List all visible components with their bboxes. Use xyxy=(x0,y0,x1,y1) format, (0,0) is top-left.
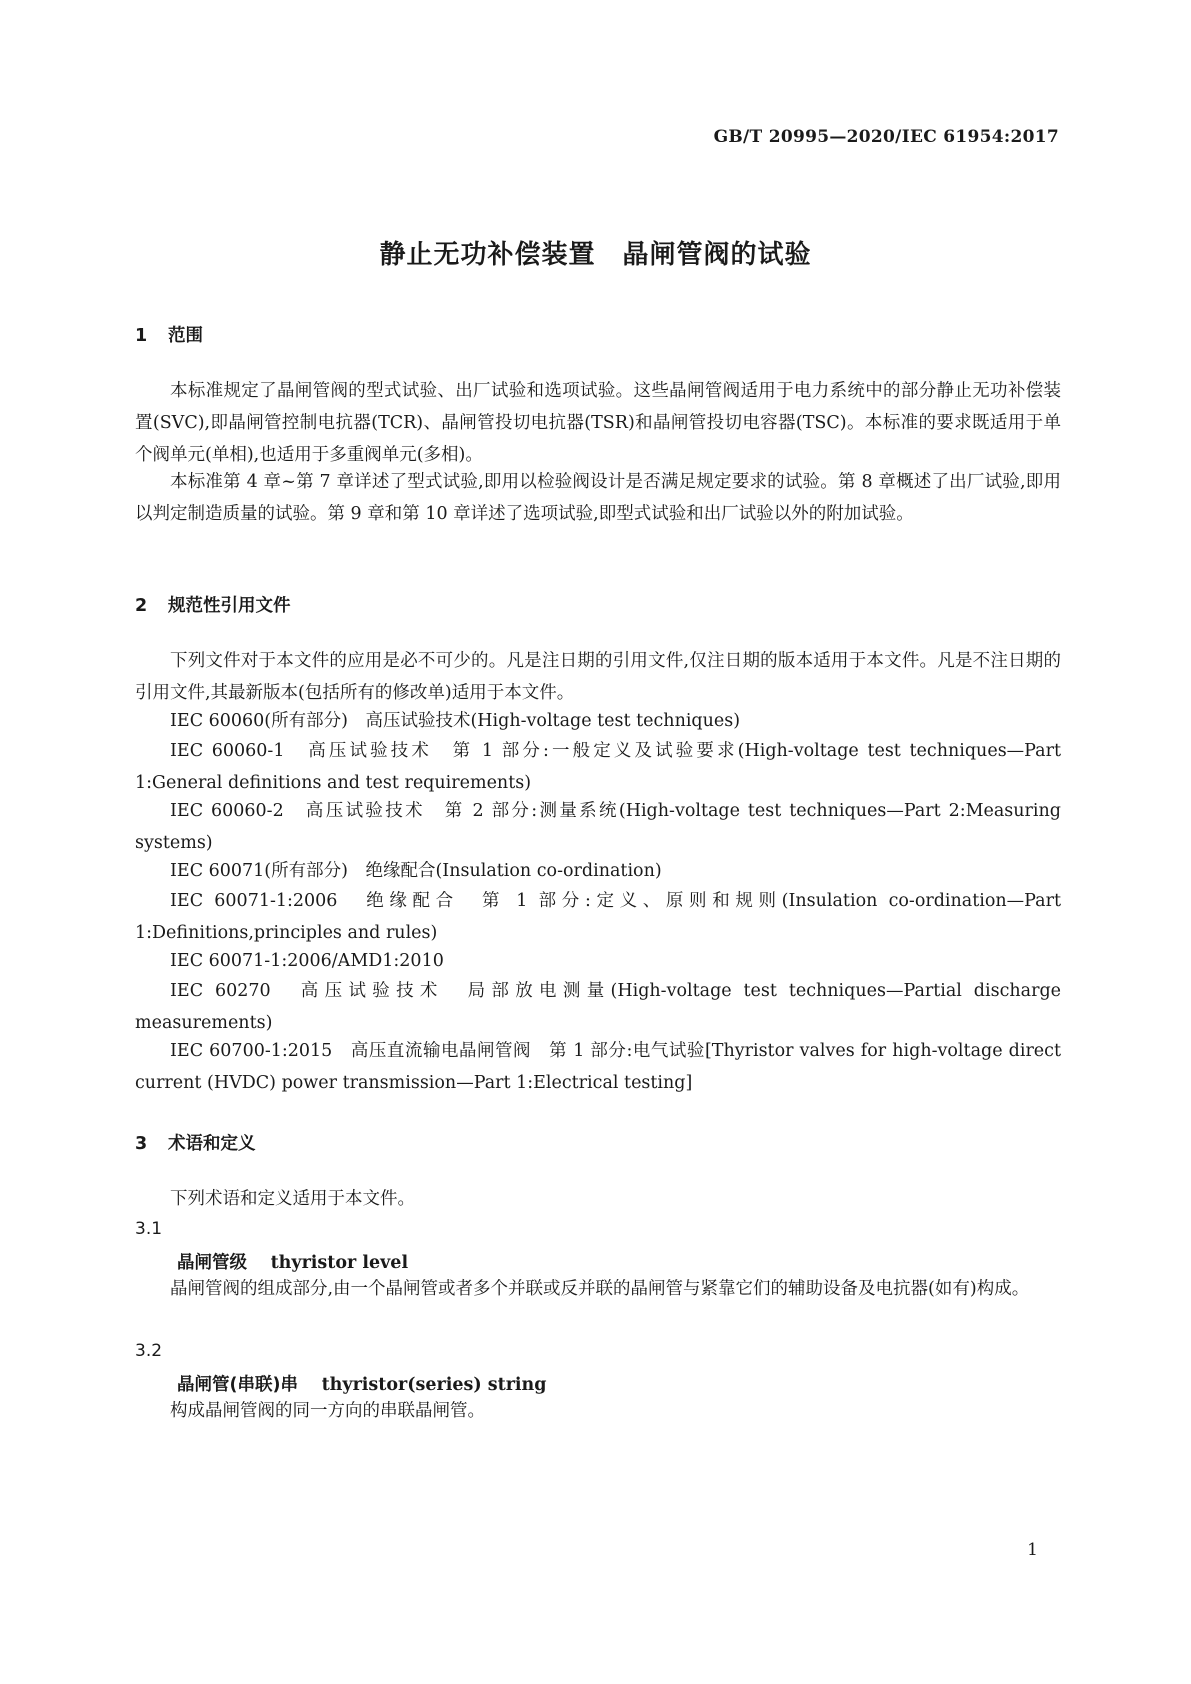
section-number: 2 xyxy=(135,596,148,616)
reference-item: IEC 60060(所有部分) 高压试验技术(High-voltage test techniques) xyxy=(170,711,741,731)
term-definition: 晶闸管阀的组成部分,由一个晶闸管或者多个并联或反并联的晶闸管与紧靠它们的辅助设备及电抗器(如有)构成。 xyxy=(170,1279,1030,1299)
section-title: 规范性引用文件 xyxy=(168,596,291,616)
scope-paragraph-1: 本标准规定了晶闸管阀的型式试验、出厂试验和选项试验。这些晶闸管阀适用于电力系统中的部分静止无功补偿装置(SVC),即晶闸管控制电抗器(TCR)、晶闸管投切电抗器(TSR)和晶闸管投切电容器(TSC)。本标准的要求既适用于单个阀单元(单相),也适用于多重阀单元(多相)。 xyxy=(135,381,1061,465)
term-heading xyxy=(177,1249,408,1274)
section-title: 术语和定义 xyxy=(168,1134,256,1154)
reference-item: IEC 60071-1:2006/AMD1:2010 xyxy=(170,951,444,971)
terms-intro: 下列术语和定义适用于本文件。 xyxy=(170,1189,415,1209)
section-title: 范围 xyxy=(168,326,203,346)
term-number: 3.2 xyxy=(135,1341,163,1361)
normative-references-intro: 下列文件对于本文件的应用是必不可少的。凡是注日期的引用文件,仅注日期的版本适用于本文件。凡是不注日期的引用文件,其最新版本(包括所有的修改单)适用于本文件。 xyxy=(135,651,1061,703)
reference-item: IEC 60060-1 高压试验技术 第 1 部分:一般定义及试验要求(High-voltage test techniques—Part 1:General definitions and test requirements) xyxy=(135,741,1067,793)
term-chinese: 晶闸管级 xyxy=(177,1253,247,1273)
reference-item: IEC 60071(所有部分) 绝缘配合(Insulation co-ordination) xyxy=(170,861,662,881)
section-number: 3 xyxy=(135,1134,148,1154)
section-1-heading xyxy=(135,322,203,347)
term-english: thyristor(series) string xyxy=(321,1375,547,1395)
standard-code: GB/T 20995—2020/IEC 61954:2017 xyxy=(713,127,1059,147)
section-2-heading xyxy=(135,592,291,617)
term-definition: 构成晶闸管阀的同一方向的串联晶闸管。 xyxy=(170,1401,485,1421)
term-chinese: 晶闸管(串联)串 xyxy=(177,1375,298,1395)
term-heading xyxy=(177,1371,547,1396)
section-3-heading xyxy=(135,1130,256,1155)
reference-item: IEC 60071-1:2006 绝缘配合 第 1 部分:定义、原则和规则(Insulation co-ordination—Part 1:Definitions,principles and rules) xyxy=(135,891,1067,943)
section-number: 1 xyxy=(135,326,148,346)
reference-item: IEC 60700-1:2015 高压直流输电晶闸管阀 第 1 部分:电气试验[Thyristor valves for high-voltage direct current (HVDC) power transmission—Part 1:Electrical testing] xyxy=(135,1041,1067,1093)
document-title: 静止无功补偿装置 晶闸管阀的试验 xyxy=(379,240,812,270)
term-english: thyristor level xyxy=(270,1253,409,1273)
reference-item: IEC 60060-2 高压试验技术 第 2 部分:测量系统(High-voltage test techniques—Part 2:Measuring systems) xyxy=(135,801,1067,853)
page-number: 1 xyxy=(1027,1540,1038,1560)
reference-item: IEC 60270 高压试验技术 局部放电测量(High-voltage test techniques—Partial discharge measurements) xyxy=(135,981,1067,1033)
scope-paragraph-2: 本标准第 4 章~第 7 章详述了型式试验,即用以检验阀设计是否满足规定要求的试验。第 8 章概述了出厂试验,即用以判定制造质量的试验。第 9 章和第 10 章详述了选项试验,即型式试验和出厂试验以外的附加试验。 xyxy=(135,472,1061,524)
term-number: 3.1 xyxy=(135,1219,163,1239)
